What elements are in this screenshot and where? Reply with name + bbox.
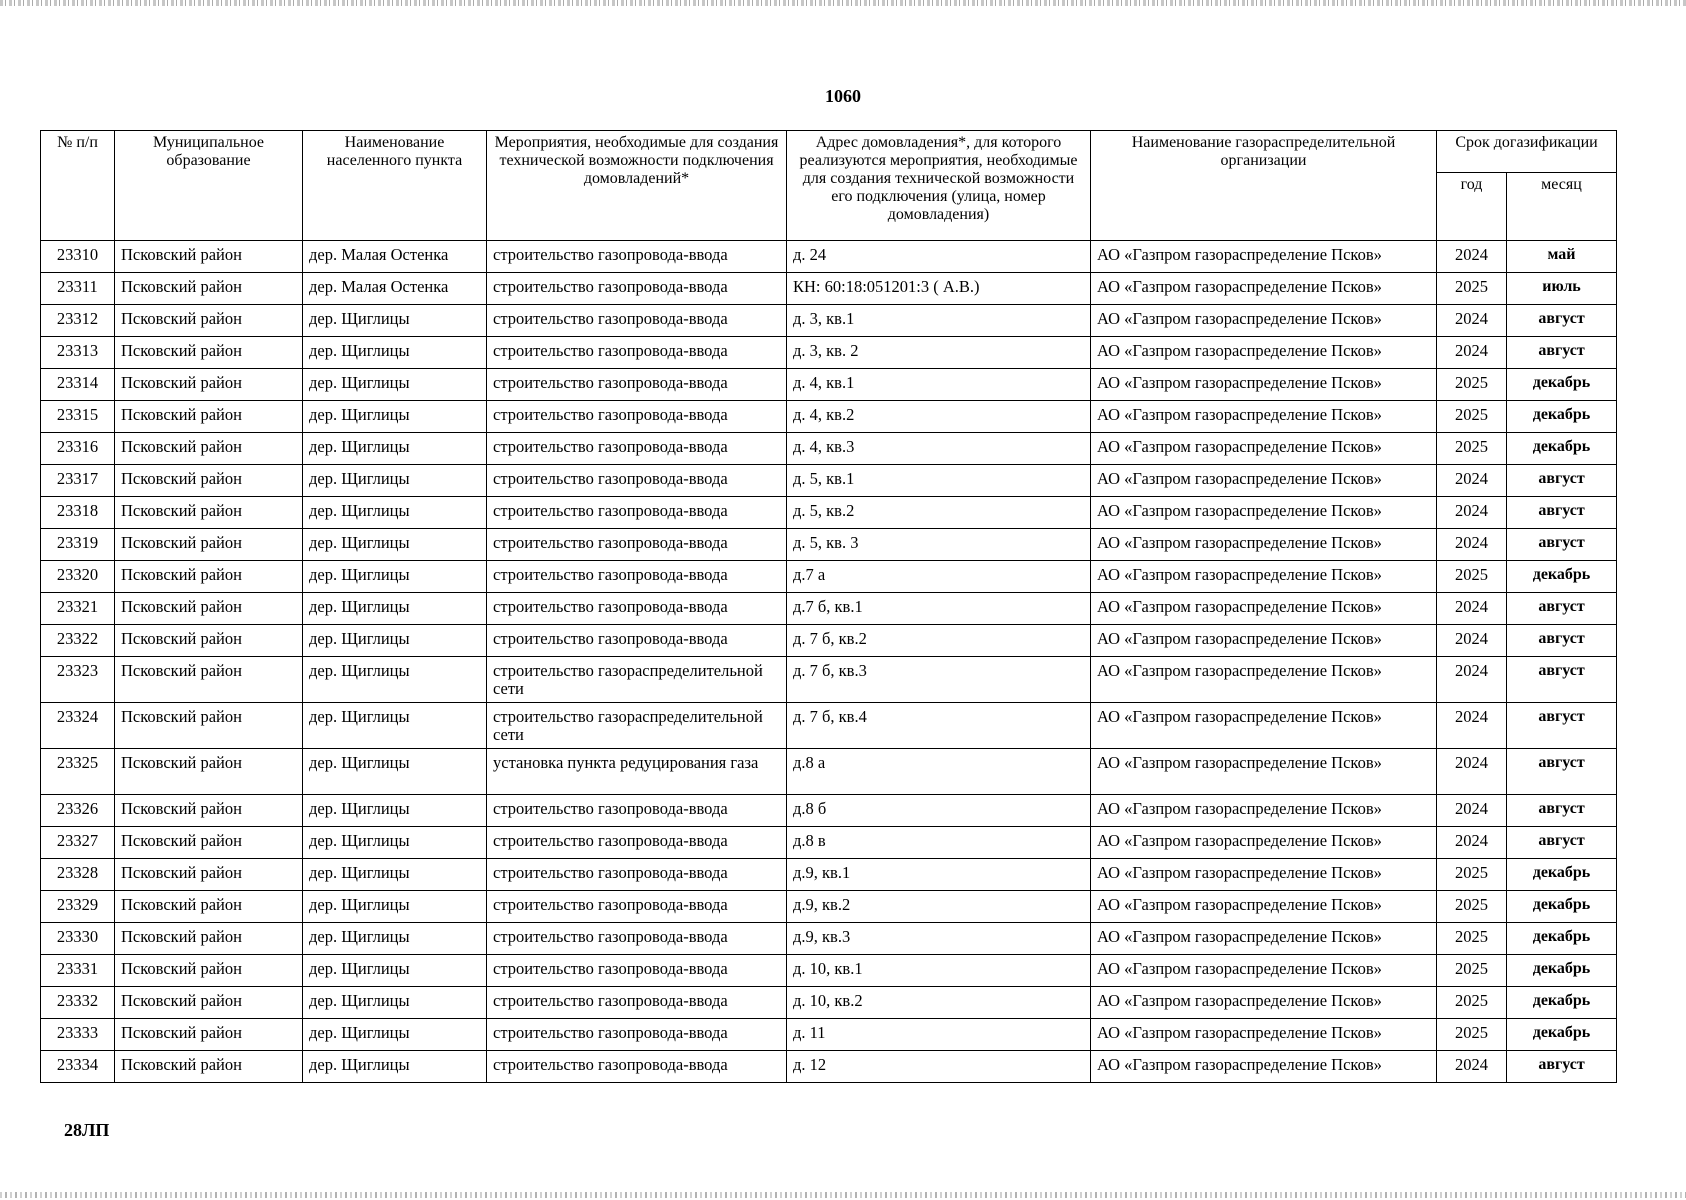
cell-settlement: дер. Щиглицы <box>303 657 487 703</box>
cell-address: д. 3, кв.1 <box>787 305 1091 337</box>
cell-address: д. 7 б, кв.2 <box>787 625 1091 657</box>
cell-municipality: Псковский район <box>115 891 303 923</box>
cell-measure: строительство газопровода-ввода <box>487 987 787 1019</box>
cell-municipality: Псковский район <box>115 401 303 433</box>
scan-edge-bottom <box>0 1192 1686 1198</box>
cell-organization: АО «Газпром газораспределение Псков» <box>1091 529 1437 561</box>
cell-month: август <box>1507 795 1617 827</box>
cell-address: д. 4, кв.1 <box>787 369 1091 401</box>
cell-organization: АО «Газпром газораспределение Псков» <box>1091 955 1437 987</box>
cell-num: 23330 <box>41 923 115 955</box>
cell-municipality: Псковский район <box>115 987 303 1019</box>
table-row <box>41 891 1617 923</box>
cell-year: 2025 <box>1437 987 1507 1019</box>
cell-municipality: Псковский район <box>115 1051 303 1083</box>
cell-address: д. 7 б, кв.4 <box>787 703 1091 749</box>
cell-measure: строительство газопровода-ввода <box>487 827 787 859</box>
cell-num: 23327 <box>41 827 115 859</box>
cell-num: 23312 <box>41 305 115 337</box>
cell-num: 23329 <box>41 891 115 923</box>
cell-address: д. 24 <box>787 241 1091 273</box>
cell-municipality: Псковский район <box>115 625 303 657</box>
gasification-table <box>40 130 1617 1083</box>
table-row <box>41 305 1617 337</box>
cell-organization: АО «Газпром газораспределение Псков» <box>1091 241 1437 273</box>
cell-month: август <box>1507 529 1617 561</box>
cell-num: 23318 <box>41 497 115 529</box>
cell-num: 23325 <box>41 749 115 795</box>
cell-num: 23322 <box>41 625 115 657</box>
cell-measure: строительство газопровода-ввода <box>487 593 787 625</box>
cell-municipality: Псковский район <box>115 593 303 625</box>
table-row <box>41 433 1617 465</box>
cell-num: 23331 <box>41 955 115 987</box>
cell-settlement: дер. Щиглицы <box>303 827 487 859</box>
cell-num: 23319 <box>41 529 115 561</box>
table-row <box>41 625 1617 657</box>
cell-address: д. 4, кв.3 <box>787 433 1091 465</box>
cell-settlement: дер. Щиглицы <box>303 891 487 923</box>
cell-year: 2024 <box>1437 827 1507 859</box>
cell-measure: строительство газопровода-ввода <box>487 241 787 273</box>
cell-settlement: дер. Щиглицы <box>303 859 487 891</box>
cell-month: декабрь <box>1507 859 1617 891</box>
table-row <box>41 465 1617 497</box>
cell-organization: АО «Газпром газораспределение Псков» <box>1091 305 1437 337</box>
cell-num: 23332 <box>41 987 115 1019</box>
cell-year: 2024 <box>1437 593 1507 625</box>
cell-organization: АО «Газпром газораспределение Псков» <box>1091 749 1437 795</box>
cell-address: д. 10, кв.2 <box>787 987 1091 1019</box>
cell-measure: строительство газораспределительной сети <box>487 657 787 703</box>
cell-address: д. 4, кв.2 <box>787 401 1091 433</box>
cell-year: 2025 <box>1437 891 1507 923</box>
cell-month: декабрь <box>1507 891 1617 923</box>
cell-organization: АО «Газпром газораспределение Псков» <box>1091 593 1437 625</box>
cell-month: декабрь <box>1507 369 1617 401</box>
cell-year: 2024 <box>1437 337 1507 369</box>
cell-municipality: Псковский район <box>115 529 303 561</box>
cell-settlement: дер. Щиглицы <box>303 337 487 369</box>
cell-organization: АО «Газпром газораспределение Псков» <box>1091 1051 1437 1083</box>
cell-municipality: Псковский район <box>115 795 303 827</box>
cell-measure: строительство газопровода-ввода <box>487 273 787 305</box>
cell-month: май <box>1507 241 1617 273</box>
cell-municipality: Псковский район <box>115 241 303 273</box>
cell-num: 23315 <box>41 401 115 433</box>
cell-month: август <box>1507 593 1617 625</box>
cell-address: д. 12 <box>787 1051 1091 1083</box>
table-row <box>41 1051 1617 1083</box>
header-deadline: Срок догазификации <box>1437 131 1617 173</box>
cell-measure: строительство газораспределительной сети <box>487 703 787 749</box>
table-row <box>41 273 1617 305</box>
table-row <box>41 241 1617 273</box>
header-organization: Наименование газораспределительной организации <box>1091 131 1437 241</box>
cell-municipality: Псковский район <box>115 749 303 795</box>
cell-measure: строительство газопровода-ввода <box>487 369 787 401</box>
cell-year: 2025 <box>1437 273 1507 305</box>
cell-measure: строительство газопровода-ввода <box>487 529 787 561</box>
cell-settlement: дер. Щиглицы <box>303 923 487 955</box>
cell-organization: АО «Газпром газораспределение Псков» <box>1091 795 1437 827</box>
cell-municipality: Псковский район <box>115 433 303 465</box>
cell-num: 23317 <box>41 465 115 497</box>
cell-municipality: Псковский район <box>115 369 303 401</box>
table-row <box>41 1019 1617 1051</box>
cell-municipality: Псковский район <box>115 465 303 497</box>
table-body <box>41 241 1617 1083</box>
cell-address: д.8 а <box>787 749 1091 795</box>
cell-organization: АО «Газпром газораспределение Псков» <box>1091 497 1437 529</box>
cell-address: д. 5, кв.1 <box>787 465 1091 497</box>
cell-measure: строительство газопровода-ввода <box>487 795 787 827</box>
cell-organization: АО «Газпром газораспределение Псков» <box>1091 369 1437 401</box>
cell-measure: строительство газопровода-ввода <box>487 337 787 369</box>
cell-municipality: Псковский район <box>115 859 303 891</box>
cell-organization: АО «Газпром газораспределение Псков» <box>1091 337 1437 369</box>
header-municipality: Муниципальное образование <box>115 131 303 241</box>
cell-organization: АО «Газпром газораспределение Псков» <box>1091 273 1437 305</box>
cell-municipality: Псковский район <box>115 657 303 703</box>
cell-year: 2024 <box>1437 795 1507 827</box>
cell-month: декабрь <box>1507 1019 1617 1051</box>
cell-organization: АО «Газпром газораспределение Псков» <box>1091 859 1437 891</box>
cell-month: август <box>1507 497 1617 529</box>
cell-month: декабрь <box>1507 401 1617 433</box>
cell-num: 23333 <box>41 1019 115 1051</box>
cell-num: 23324 <box>41 703 115 749</box>
cell-settlement: дер. Щиглицы <box>303 433 487 465</box>
cell-measure: строительство газопровода-ввода <box>487 625 787 657</box>
cell-year: 2025 <box>1437 401 1507 433</box>
cell-settlement: дер. Щиглицы <box>303 625 487 657</box>
cell-organization: АО «Газпром газораспределение Псков» <box>1091 1019 1437 1051</box>
footer-code: 28ЛП <box>64 1120 110 1140</box>
table-row <box>41 795 1617 827</box>
cell-municipality: Псковский район <box>115 1019 303 1051</box>
cell-num: 23316 <box>41 433 115 465</box>
cell-municipality: Псковский район <box>115 955 303 987</box>
cell-organization: АО «Газпром газораспределение Псков» <box>1091 625 1437 657</box>
cell-month: август <box>1507 337 1617 369</box>
cell-measure: строительство газопровода-ввода <box>487 923 787 955</box>
cell-year: 2024 <box>1437 749 1507 795</box>
cell-address: д. 7 б, кв.3 <box>787 657 1091 703</box>
cell-measure: строительство газопровода-ввода <box>487 859 787 891</box>
cell-settlement: дер. Щиглицы <box>303 1051 487 1083</box>
cell-address: д.7 б, кв.1 <box>787 593 1091 625</box>
cell-num: 23328 <box>41 859 115 891</box>
cell-measure: строительство газопровода-ввода <box>487 955 787 987</box>
table-row <box>41 593 1617 625</box>
table-row <box>41 923 1617 955</box>
cell-municipality: Псковский район <box>115 923 303 955</box>
cell-settlement: дер. Щиглицы <box>303 795 487 827</box>
table-row <box>41 337 1617 369</box>
cell-address: д.8 в <box>787 827 1091 859</box>
cell-measure: строительство газопровода-ввода <box>487 433 787 465</box>
cell-municipality: Псковский район <box>115 703 303 749</box>
cell-month: август <box>1507 1051 1617 1083</box>
table-row <box>41 749 1617 795</box>
table-row <box>41 401 1617 433</box>
cell-year: 2024 <box>1437 529 1507 561</box>
cell-num: 23313 <box>41 337 115 369</box>
cell-year: 2024 <box>1437 657 1507 703</box>
cell-measure: установка пункта редуцирования газа <box>487 749 787 795</box>
table-row <box>41 369 1617 401</box>
cell-settlement: дер. Щиглицы <box>303 465 487 497</box>
cell-year: 2025 <box>1437 923 1507 955</box>
cell-year: 2024 <box>1437 703 1507 749</box>
cell-address: д. 5, кв.2 <box>787 497 1091 529</box>
cell-address: д. 11 <box>787 1019 1091 1051</box>
cell-settlement: дер. Щиглицы <box>303 1019 487 1051</box>
cell-municipality: Псковский район <box>115 305 303 337</box>
cell-measure: строительство газопровода-ввода <box>487 305 787 337</box>
header-address: Адрес домовладения*, для которого реализуются мероприятия, необходимые для создания технической возможности его подключения (улица, номер домовладения) <box>787 131 1091 241</box>
cell-month: декабрь <box>1507 561 1617 593</box>
table-header <box>41 131 1617 241</box>
cell-organization: АО «Газпром газораспределение Псков» <box>1091 987 1437 1019</box>
cell-month: август <box>1507 657 1617 703</box>
cell-month: декабрь <box>1507 987 1617 1019</box>
cell-num: 23321 <box>41 593 115 625</box>
table-row <box>41 955 1617 987</box>
cell-address: КН: 60:18:051201:3 ( А.В.) <box>787 273 1091 305</box>
cell-organization: АО «Газпром газораспределение Псков» <box>1091 891 1437 923</box>
cell-settlement: дер. Щиглицы <box>303 529 487 561</box>
cell-measure: строительство газопровода-ввода <box>487 1019 787 1051</box>
cell-measure: строительство газопровода-ввода <box>487 891 787 923</box>
cell-settlement: дер. Щиглицы <box>303 593 487 625</box>
cell-settlement: дер. Щиглицы <box>303 955 487 987</box>
cell-settlement: дер. Щиглицы <box>303 703 487 749</box>
cell-month: декабрь <box>1507 923 1617 955</box>
cell-year: 2024 <box>1437 241 1507 273</box>
cell-municipality: Псковский район <box>115 827 303 859</box>
cell-address: д.9, кв.2 <box>787 891 1091 923</box>
cell-year: 2025 <box>1437 859 1507 891</box>
cell-year: 2025 <box>1437 955 1507 987</box>
cell-organization: АО «Газпром газораспределение Псков» <box>1091 401 1437 433</box>
cell-year: 2025 <box>1437 369 1507 401</box>
header-num: № п/п <box>41 131 115 241</box>
header-month: месяц <box>1507 173 1617 241</box>
cell-month: август <box>1507 749 1617 795</box>
cell-month: август <box>1507 703 1617 749</box>
cell-measure: строительство газопровода-ввода <box>487 561 787 593</box>
cell-municipality: Псковский район <box>115 497 303 529</box>
cell-measure: строительство газопровода-ввода <box>487 1051 787 1083</box>
cell-organization: АО «Газпром газораспределение Псков» <box>1091 465 1437 497</box>
cell-year: 2024 <box>1437 305 1507 337</box>
cell-month: декабрь <box>1507 433 1617 465</box>
table-row <box>41 529 1617 561</box>
cell-address: д. 5, кв. 3 <box>787 529 1091 561</box>
table-row <box>41 859 1617 891</box>
cell-settlement: дер. Щиглицы <box>303 987 487 1019</box>
cell-settlement: дер. Щиглицы <box>303 401 487 433</box>
header-measures: Мероприятия, необходимые для создания технической возможности подключения домовладений* <box>487 131 787 241</box>
table-row <box>41 497 1617 529</box>
cell-municipality: Псковский район <box>115 273 303 305</box>
cell-year: 2025 <box>1437 561 1507 593</box>
cell-organization: АО «Газпром газораспределение Псков» <box>1091 561 1437 593</box>
cell-month: август <box>1507 625 1617 657</box>
scan-edge-top <box>0 0 1686 6</box>
cell-year: 2025 <box>1437 433 1507 465</box>
cell-month: август <box>1507 465 1617 497</box>
header-settlement: Наименование населенного пункта <box>303 131 487 241</box>
cell-year: 2024 <box>1437 465 1507 497</box>
cell-measure: строительство газопровода-ввода <box>487 497 787 529</box>
cell-municipality: Псковский район <box>115 561 303 593</box>
table-row <box>41 827 1617 859</box>
cell-settlement: дер. Малая Остенка <box>303 273 487 305</box>
cell-num: 23334 <box>41 1051 115 1083</box>
cell-organization: АО «Газпром газораспределение Псков» <box>1091 923 1437 955</box>
cell-num: 23320 <box>41 561 115 593</box>
cell-num: 23314 <box>41 369 115 401</box>
cell-settlement: дер. Щиглицы <box>303 305 487 337</box>
cell-organization: АО «Газпром газораспределение Псков» <box>1091 827 1437 859</box>
cell-month: август <box>1507 827 1617 859</box>
cell-settlement: дер. Малая Остенка <box>303 241 487 273</box>
cell-num: 23310 <box>41 241 115 273</box>
cell-year: 2024 <box>1437 625 1507 657</box>
table-row <box>41 561 1617 593</box>
cell-num: 23326 <box>41 795 115 827</box>
cell-address: д.9, кв.3 <box>787 923 1091 955</box>
cell-organization: АО «Газпром газораспределение Псков» <box>1091 657 1437 703</box>
cell-measure: строительство газопровода-ввода <box>487 465 787 497</box>
cell-address: д.7 а <box>787 561 1091 593</box>
table-row <box>41 657 1617 703</box>
cell-organization: АО «Газпром газораспределение Псков» <box>1091 703 1437 749</box>
cell-address: д.9, кв.1 <box>787 859 1091 891</box>
cell-settlement: дер. Щиглицы <box>303 561 487 593</box>
table-row <box>41 987 1617 1019</box>
cell-year: 2025 <box>1437 1019 1507 1051</box>
cell-month: декабрь <box>1507 955 1617 987</box>
cell-settlement: дер. Щиглицы <box>303 369 487 401</box>
cell-num: 23311 <box>41 273 115 305</box>
cell-municipality: Псковский район <box>115 337 303 369</box>
table-row <box>41 703 1617 749</box>
cell-measure: строительство газопровода-ввода <box>487 401 787 433</box>
cell-month: июль <box>1507 273 1617 305</box>
cell-settlement: дер. Щиглицы <box>303 749 487 795</box>
cell-organization: АО «Газпром газораспределение Псков» <box>1091 433 1437 465</box>
cell-year: 2024 <box>1437 497 1507 529</box>
cell-address: д.8 б <box>787 795 1091 827</box>
cell-month: август <box>1507 305 1617 337</box>
cell-address: д. 3, кв. 2 <box>787 337 1091 369</box>
page-number: 1060 <box>825 86 861 106</box>
cell-address: д. 10, кв.1 <box>787 955 1091 987</box>
header-year: год <box>1437 173 1507 241</box>
cell-num: 23323 <box>41 657 115 703</box>
cell-settlement: дер. Щиглицы <box>303 497 487 529</box>
cell-year: 2024 <box>1437 1051 1507 1083</box>
